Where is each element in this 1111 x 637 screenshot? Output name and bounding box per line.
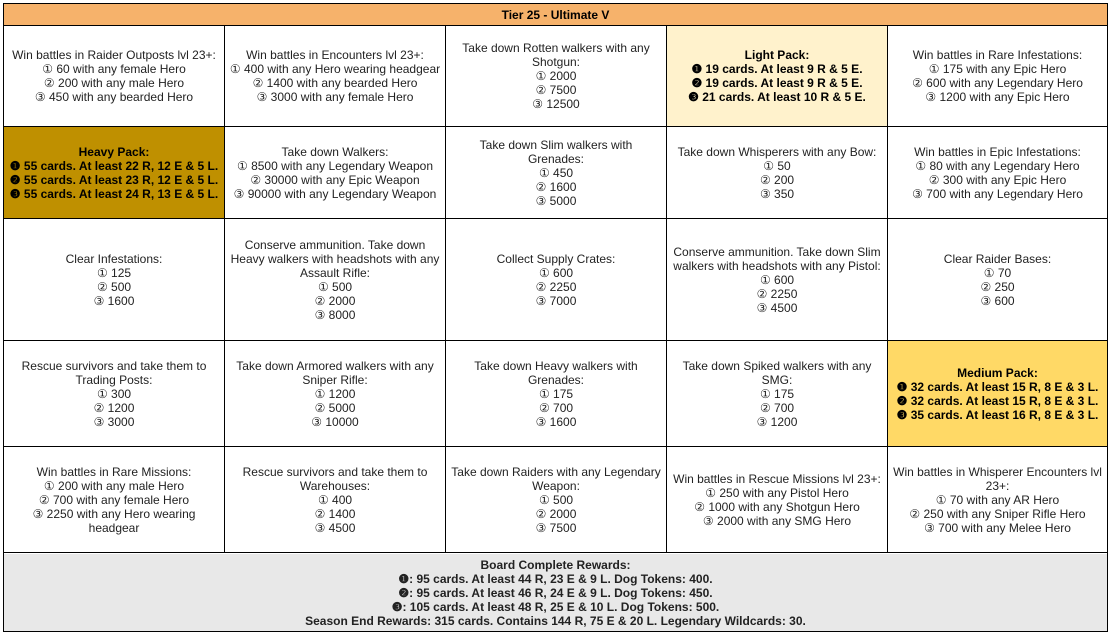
cell-tier-line: ① 50 (763, 158, 791, 173)
cell-title: Heavy Pack: (78, 144, 150, 159)
challenge-cell (667, 127, 888, 218)
cell-tier-line: ① 400 with any Hero wearing headgear (229, 62, 441, 76)
cell-tier-line: ① 300 (96, 386, 132, 401)
cell-tier-line: ③ 1200 with any Epic Hero (925, 90, 1070, 104)
cell-tier-line: ③ 5000 (535, 193, 577, 208)
footer-reward-3: ❸: 105 cards. At least 48 R, 25 E & 10 L. Dog Tokens: 500. (391, 599, 720, 614)
challenge-cell (446, 127, 667, 218)
cell-title: Take down Walkers: (281, 144, 389, 159)
cell-title: Medium Pack: (957, 365, 1038, 380)
cell-title: Conserve ammunition. Take down Heavy walkers with headshots with any Assault Rifle: (230, 237, 443, 280)
cell-tier-line: ② 5000 (314, 400, 356, 415)
cell-title: Clear Raider Bases: (943, 251, 1052, 266)
cell-tier-line: ① 500 (538, 492, 574, 507)
cell-tier-line: ② 200 (759, 172, 795, 187)
cell-tier-line: ① 600 (759, 272, 795, 287)
cell-tier-line: ③ 4500 (756, 300, 798, 315)
cell-tier-line: ② 250 (980, 279, 1015, 294)
grid-row (4, 341, 1107, 447)
cell-tier-line: ① 500 (317, 279, 353, 294)
cell-title: Take down Whisperers with any Bow: (677, 144, 877, 159)
cell-tier-line: ❶ 19 cards. At least 9 R & 5 E. (691, 62, 863, 76)
cell-tier-line: ③ 2000 with any SMG Hero (702, 513, 852, 528)
cell-title: Clear Infestations: (65, 251, 163, 266)
footer-reward-1: ❶: 95 cards. At least 44 R, 23 E & 9 L. Dog Tokens: 400. (398, 571, 713, 586)
cell-tier-line: ❸ 21 cards. At least 10 R & 5 E. (688, 90, 866, 104)
cell-tier-line: ❶ 32 cards. At least 15 R, 8 E & 3 L. (896, 379, 1099, 394)
cell-tier-line: ③ 7500 (535, 520, 577, 535)
cell-tier-line: ① 400 (317, 492, 353, 507)
cell-tier-line: ② 200 with any male Hero (43, 76, 185, 90)
cell-title: Win battles in Rare Missions: (36, 464, 192, 479)
challenge-cell (667, 219, 888, 340)
cell-tier-line: ① 1200 (314, 386, 356, 401)
cell-tier-line: ② 1600 (535, 179, 577, 194)
challenge-cell (225, 341, 446, 446)
cell-title: Take down Slim walkers with Grenades: (479, 137, 636, 166)
challenge-cell (888, 127, 1107, 218)
challenge-cell (888, 26, 1107, 126)
medium-pack-cell (888, 341, 1107, 446)
cell-tier-line: ① 70 (983, 265, 1012, 280)
cell-tier-line: ③ 1200 (756, 414, 798, 429)
cell-tier-line: ① 200 with any male Hero (43, 478, 185, 493)
cell-tier-line: ❸ 35 cards. At least 16 R, 8 E & 3 L. (896, 407, 1099, 422)
cell-tier-line: ① 125 (96, 265, 132, 280)
challenge-cell (4, 219, 225, 340)
cell-tier-line: ① 60 with any female Hero (42, 62, 186, 76)
cell-tier-line: ② 1400 with any bearded Hero (252, 76, 418, 90)
cell-tier-line: ① 450 (538, 165, 574, 180)
season-end-rewards: Season End Rewards: 315 cards. Contains 144 R, 75 E & 20 L. Legendary Wildcards: 30. (305, 613, 806, 628)
cell-title: Win battles in Whisperer Encounters lvl 23+: (893, 464, 1106, 493)
cell-title: Take down Raiders with any Legendary Weapon: (451, 464, 665, 493)
cell-title: Take down Rotten walkers with any Shotgun: (462, 41, 654, 69)
challenge-cell (4, 341, 225, 446)
challenge-cell (446, 447, 667, 552)
cell-tier-line: ② 2250 (535, 279, 577, 294)
cell-tier-line: ③ 3000 with any female Hero (256, 90, 414, 104)
footer-reward-2: ❷: 95 cards. At least 46 R, 24 E & 9 L. Dog Tokens: 450. (398, 585, 713, 600)
cell-tier-line: ❷ 32 cards. At least 15 R, 8 E & 3 L. (896, 393, 1099, 408)
cell-title: Rescue survivors and take them to Trading Posts: (21, 358, 210, 387)
cell-tier-line: ① 8500 with any Legendary Weapon (236, 158, 433, 173)
cell-title: Conserve ammunition. Take down Slim walkers with headshots with any Pistol: (673, 244, 884, 273)
cell-tier-line: ① 175 with any Epic Hero (928, 62, 1067, 76)
cell-tier-line: ❶ 55 cards. At least 22 R, 12 E & 5 L. (9, 158, 219, 173)
light-pack-cell (667, 26, 888, 126)
cell-title: Take down Heavy walkers with Grenades: (474, 358, 642, 387)
cell-tier-line: ② 1400 (314, 506, 356, 521)
cell-tier-line: ② 300 with any Epic Hero (928, 172, 1067, 187)
cell-tier-line: ① 175 (759, 386, 795, 401)
grid-row (4, 219, 1107, 341)
cell-title: Take down Spiked walkers with any SMG: (682, 358, 875, 387)
cell-tier-line: ❸ 55 cards. At least 24 R, 13 E & 5 L. (9, 186, 219, 201)
challenge-grid (4, 26, 1107, 553)
challenge-cell (4, 447, 225, 552)
cell-tier-line: ② 700 (538, 400, 574, 415)
cell-tier-line: ② 1200 (93, 400, 135, 415)
cell-tier-line: ② 2000 (314, 293, 356, 308)
cell-tier-line: ② 30000 with any Epic Weapon (250, 172, 420, 187)
cell-tier-line: ② 7500 (535, 83, 577, 97)
challenge-cell (667, 341, 888, 446)
cell-tier-line: ③ 1600 (535, 414, 577, 429)
cell-tier-line: ③ 600 (980, 293, 1015, 308)
cell-tier-line: ② 600 with any Legendary Hero (912, 76, 1083, 90)
challenge-cell (225, 447, 446, 552)
challenge-cell (4, 26, 225, 126)
cell-tier-line: ③ 8000 (314, 307, 356, 322)
cell-tier-line: ③ 1600 (93, 293, 135, 308)
cell-title: Win battles in Encounters lvl 23+: (246, 48, 424, 62)
challenge-cell (667, 447, 888, 552)
challenge-cell (446, 26, 667, 126)
grid-row (4, 127, 1107, 219)
cell-tier-line: ① 600 (538, 265, 574, 280)
challenge-cell (225, 219, 446, 340)
challenge-cell (225, 127, 446, 218)
challenge-cell (446, 341, 667, 446)
cell-tier-line: ② 2000 (535, 506, 577, 521)
cell-tier-line: ③ 3000 (93, 414, 135, 429)
cell-tier-line: ③ 12500 (532, 97, 580, 111)
tier-title: Tier 25 - Ultimate V (4, 4, 1107, 26)
cell-tier-line: ③ 450 with any bearded Hero (34, 90, 194, 104)
cell-tier-line: ② 500 (96, 279, 132, 294)
cell-title: Take down Armored walkers with any Sniper Rifle: (236, 358, 438, 387)
board (3, 3, 1108, 632)
cell-tier-line: ② 250 with any Sniper Rifle Hero (909, 506, 1086, 521)
cell-title: Win battles in Rescue Missions lvl 23+: (673, 471, 881, 486)
cell-tier-line: ③ 700 with any Melee Hero (924, 520, 1071, 535)
cell-tier-line: ② 700 with any female Hero (38, 492, 190, 507)
cell-tier-line: ③ 2250 with any Hero wearing headgear (32, 506, 199, 535)
cell-tier-line: ① 175 (538, 386, 574, 401)
cell-tier-line: ① 2000 (535, 69, 577, 83)
cell-title: Win battles in Rare Infestations: (912, 48, 1083, 62)
cell-tier-line: ② 700 (759, 400, 795, 415)
cell-tier-line: ② 1000 with any Shotgun Hero (694, 499, 860, 514)
cell-tier-line: ❷ 55 cards. At least 23 R, 12 E & 5 L. (9, 172, 219, 187)
cell-title: Win battles in Epic Infestations: (914, 144, 1081, 159)
cell-title: Light Pack: (744, 48, 810, 62)
rewards-footer (4, 554, 1107, 631)
footer-heading: Board Complete Rewards: (480, 557, 631, 572)
cell-tier-line: ② 2250 (756, 286, 798, 301)
cell-title: Rescue survivors and take them to Warehouses: (242, 464, 431, 493)
cell-tier-line: ① 250 with any Pistol Hero (705, 485, 849, 500)
cell-tier-line: ③ 4500 (314, 520, 356, 535)
cell-tier-line: ③ 90000 with any Legendary Weapon (233, 186, 437, 201)
cell-tier-line: ③ 350 (759, 186, 795, 201)
cell-tier-line: ③ 7000 (535, 293, 577, 308)
grid-row (4, 447, 1107, 553)
cell-tier-line: ① 80 with any Legendary Hero (915, 158, 1080, 173)
challenge-cell (888, 447, 1107, 552)
cell-tier-line: ❷ 19 cards. At least 9 R & 5 E. (691, 76, 863, 90)
cell-tier-line: ③ 10000 (311, 414, 359, 429)
cell-title: Collect Supply Crates: (496, 251, 616, 266)
challenge-cell (888, 219, 1107, 340)
grid-row (4, 26, 1107, 127)
challenge-cell (446, 219, 667, 340)
challenge-cell (225, 26, 446, 126)
heavy-pack-cell (4, 127, 225, 218)
cell-title: Win battles in Raider Outposts lvl 23+: (12, 48, 216, 62)
cell-tier-line: ① 70 with any AR Hero (935, 492, 1060, 507)
cell-tier-line: ③ 700 with any Legendary Hero (912, 186, 1083, 201)
